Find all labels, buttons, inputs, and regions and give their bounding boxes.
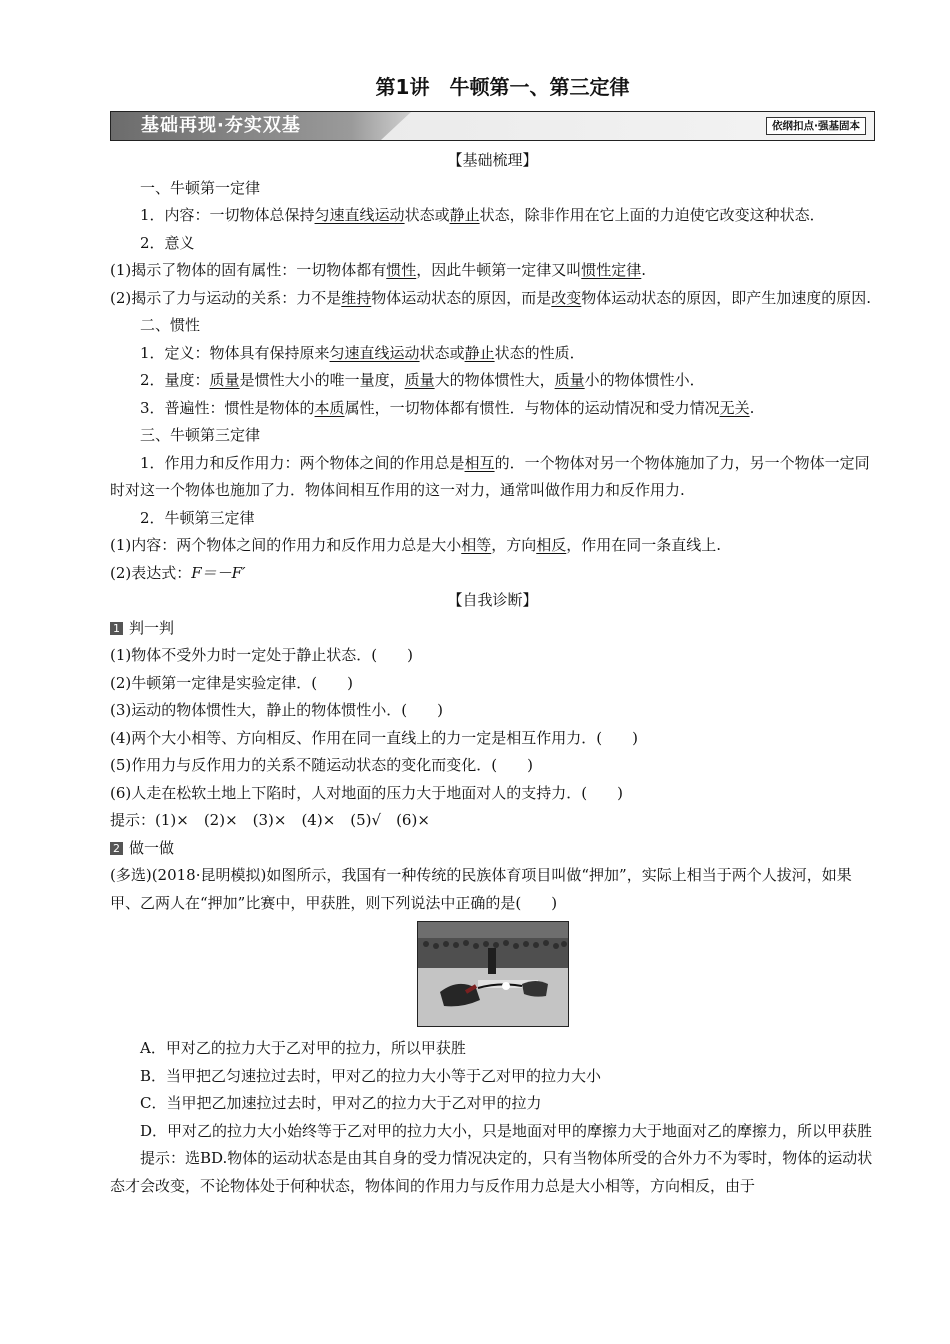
judge-item: (6)人走在松软土地上下陷时，人对地面的压力大于地面对人的支持力．( )	[110, 783, 623, 802]
photo-container	[110, 921, 875, 1033]
s1-line2: 2．意义	[140, 233, 195, 252]
s3-line4: (2)表达式：F＝－F′	[110, 563, 246, 582]
option-a: A．甲对乙的拉力大于乙对甲的拉力，所以甲获胜	[140, 1039, 466, 1057]
basics-heading: 【基础梳理】	[447, 151, 538, 169]
s1-title: 一、牛顿第一定律	[140, 178, 261, 197]
s3-line2: 2．牛顿第三定律	[140, 508, 255, 527]
s3-line1: 1．作用力和反作用力：两个物体之间的作用总是相互的．一个物体对另一个物体施加了力，另一个物体一定同时对这一个物体也施加了力．物体间相互作用的这一对力，通常叫做作用力和反作用力.	[110, 453, 870, 499]
s2-line3: 3．普遍性：惯性是物体的本质属性，一切物体都有惯性．与物体的运动情况和受力情况无关.	[140, 398, 755, 417]
option-b: B．当甲把乙匀速拉过去时，甲对乙的拉力大小等于乙对甲的拉力大小	[140, 1066, 602, 1085]
p2-title: 2 做一做	[110, 835, 875, 863]
number-2-icon: 2	[110, 842, 123, 855]
banner-left-text: 基础再现·夯实双基	[141, 115, 301, 136]
document-page	[110, 70, 875, 1200]
p1-hint: 提示：(1)× (2)× (3)× (4)× (5)√ (6)×	[110, 811, 430, 829]
p2-question: (多选)(2018·昆明模拟)如图所示，我国有一种传统的民族体育项目叫做“押加”，实际上相当于两个人拔河，如果甲、乙两人在“押加”比赛中，甲获胜，则下列说法中正确的是( )	[110, 866, 852, 912]
option-d: D．甲对乙的拉力大小始终等于乙对甲的拉力大小，只是地面对甲的摩擦力大于地面对乙的摩擦力，所以甲获胜	[140, 1121, 873, 1140]
option-c: C．当甲把乙加速拉过去时，甲对乙的拉力大于乙对甲的拉力	[140, 1094, 542, 1112]
yajia-photo	[417, 921, 569, 1027]
page-title: 第1讲 牛顿第一、第三定律	[375, 75, 630, 99]
s3-title: 三、牛顿第三定律	[140, 426, 261, 444]
section-banner	[110, 111, 875, 141]
banner-right-tag: 依纲扣点·强基固本	[766, 117, 866, 135]
p1-title: 1 判一判	[110, 615, 875, 643]
judge-item: (4)两个大小相等、方向相反、作用在同一直线上的力一定是相互作用力．( )	[110, 728, 638, 747]
s1-line3: (1)揭示了物体的固有属性：一切物体都有惯性，因此牛顿第一定律又叫惯性定律.	[110, 261, 647, 279]
s1-line4: (2)揭示了力与运动的关系：力不是维持物体运动状态的原因，而是改变物体运动状态的原因，即产生加速度的原因.	[110, 288, 872, 307]
s2-line1: 1．定义：物体具有保持原来匀速直线运动状态或静止状态的性质．	[140, 343, 585, 362]
judge-item: (2)牛顿第一定律是实验定律．( )	[110, 673, 353, 692]
judge-item: (3)运动的物体惯性大，静止的物体惯性小．( )	[110, 701, 443, 719]
p2-hint: 提示：选BD.物体的运动状态是由其自身的受力情况决定的，只有当物体所受的合外力不为零时，物体的运动状态才会改变，不论物体处于何种状态，物体间的作用力与反作用力总是大小相等，方向相反，由于	[110, 1149, 873, 1195]
yajia-photo-illustration	[418, 922, 568, 1026]
judge-item: (1)物体不受外力时一定处于静止状态．( )	[110, 646, 413, 664]
judge-item: (5)作用力与反作用力的关系不随运动状态的变化而变化．( )	[110, 756, 533, 774]
s1-line1: 1．内容：一切物体总保持匀速直线运动状态或静止状态，除非作用在它上面的力迫使它改变这种状态．	[140, 206, 825, 224]
number-1-icon: 1	[110, 622, 123, 635]
s3-line3: (1)内容：两个物体之间的作用力和反作用力总是大小相等，方向相反，作用在同一条直线上.	[110, 536, 722, 554]
diag-heading: 【自我诊断】	[447, 591, 538, 609]
s2-line2: 2．量度：质量是惯性大小的唯一量度，质量大的物体惯性大，质量小的物体惯性小．	[140, 371, 705, 389]
s2-title: 二、惯性	[140, 316, 201, 334]
